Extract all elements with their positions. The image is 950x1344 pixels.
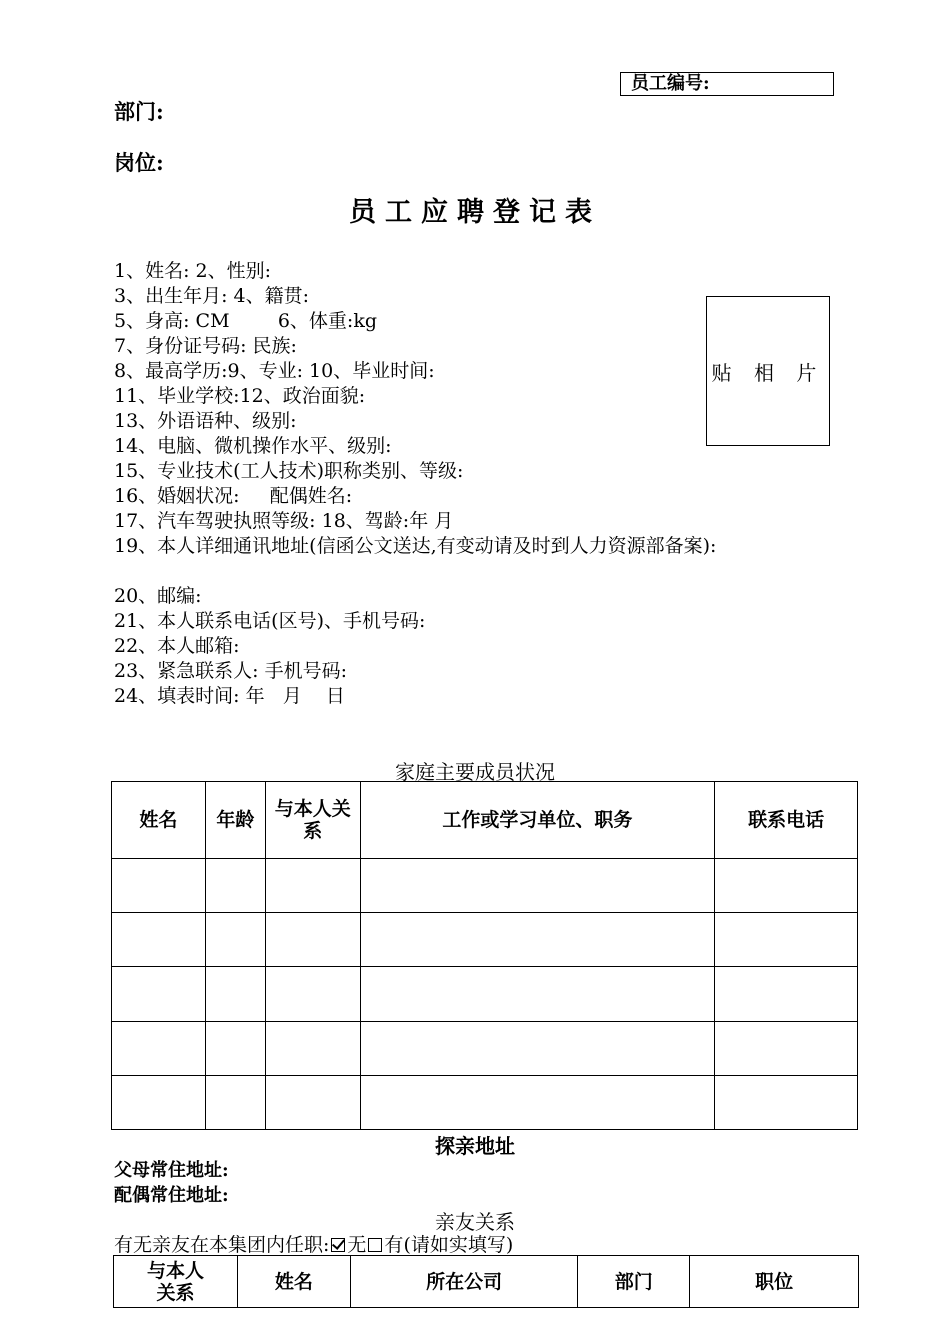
header-company: 所在公司 (350, 1256, 578, 1308)
relatives-section-title: 亲友关系 (435, 1210, 515, 1234)
table-cell[interactable] (265, 913, 360, 967)
field-line: 3、出生年月: 4、籍贯: (114, 285, 310, 307)
field-line: 5、身高: CM 6、体重:kg (114, 310, 378, 332)
table-cell[interactable] (112, 859, 206, 913)
employee-number-label: 员工编号: (631, 73, 710, 94)
photo-label: 贴 相 片 (711, 360, 825, 385)
table-row (112, 1022, 858, 1076)
table-row (112, 913, 858, 967)
field-line: 24、填表时间: 年 月 日 (114, 685, 345, 707)
field-line: 8、最高学历:9、专业: 10、毕业时间: (114, 360, 435, 382)
option-yes-label: 有 (384, 1234, 404, 1256)
table-cell[interactable] (265, 859, 360, 913)
field-line: 14、电脑、微机操作水平、级别: (114, 435, 392, 457)
relatives-question: 有无亲友在本集团内任职: (114, 1234, 330, 1256)
table-cell[interactable] (360, 1022, 714, 1076)
checkbox-yes[interactable] (368, 1238, 382, 1252)
table-cell[interactable] (205, 913, 265, 967)
field-line: 1、姓名: 2、性别: (114, 260, 272, 282)
header-phone: 联系电话 (715, 782, 858, 859)
option-no-label: 无 (347, 1234, 367, 1256)
field-line: 15、专业技术(工人技术)职称类别、等级: (114, 460, 464, 482)
table-header-row (114, 1256, 859, 1308)
table-cell[interactable] (112, 1022, 206, 1076)
field-line: 7、身份证号码: 民族: (114, 335, 297, 357)
table-cell[interactable] (205, 1022, 265, 1076)
table-cell[interactable] (715, 1076, 858, 1130)
table-cell[interactable] (265, 967, 360, 1022)
header-name: 姓名 (237, 1256, 350, 1308)
table-cell[interactable] (265, 1022, 360, 1076)
field-line: 22、本人邮箱: (114, 635, 240, 657)
parents-address-label: 父母常住地址: (114, 1160, 229, 1181)
field-line: 21、本人联系电话(区号)、手机号码: (114, 610, 426, 632)
relatives-question-line (114, 1230, 513, 1257)
table-cell[interactable] (360, 913, 714, 967)
table-cell[interactable] (112, 967, 206, 1022)
relatives-table (113, 1255, 859, 1308)
table-cell[interactable] (715, 913, 858, 967)
photo-box[interactable] (706, 296, 830, 446)
field-line: 11、毕业学校:12、政治面貌: (114, 385, 366, 407)
table-header-row (112, 782, 858, 859)
table-cell[interactable] (265, 1076, 360, 1130)
table-cell[interactable] (205, 1076, 265, 1130)
table-cell[interactable] (205, 967, 265, 1022)
table-row (112, 967, 858, 1022)
table-cell[interactable] (715, 859, 858, 913)
table-cell[interactable] (360, 1076, 714, 1130)
table-row (112, 859, 858, 913)
table-cell[interactable] (360, 859, 714, 913)
field-line: 17、汽车驾驶执照等级: 18、驾龄:年 月 (114, 510, 454, 532)
header-department: 部门 (578, 1256, 690, 1308)
table-cell[interactable] (715, 1022, 858, 1076)
table-row (112, 1076, 858, 1130)
header-relationship: 与本人关系 (265, 782, 360, 859)
header-workplace: 工作或学习单位、职务 (360, 782, 714, 859)
header-relationship: 与本人关系 (114, 1256, 238, 1308)
family-section-title: 家庭主要成员状况 (395, 760, 555, 784)
spouse-address-label: 配偶常住地址: (114, 1185, 229, 1206)
page-title: 员工应聘登记表 (349, 197, 601, 228)
department-label: 部门: (114, 99, 164, 124)
checkbox-no-checked[interactable] (331, 1238, 345, 1252)
family-table (111, 781, 858, 1130)
relatives-note: (请如实填写) (403, 1234, 514, 1256)
field-line: 23、紧急联系人: 手机号码: (114, 660, 348, 682)
field-line-address: 19、本人详细通讯地址(信函公文送达,有变动请及时到人力资源部备案): (114, 535, 717, 557)
field-line: 20、邮编: (114, 585, 202, 607)
table-cell[interactable] (205, 859, 265, 913)
table-cell[interactable] (112, 913, 206, 967)
table-cell[interactable] (715, 967, 858, 1022)
table-cell[interactable] (112, 1076, 206, 1130)
field-line: 16、婚姻状况: 配偶姓名: (114, 485, 353, 507)
position-label: 岗位: (114, 150, 164, 175)
field-line: 13、外语语种、级别: (114, 410, 297, 432)
header-age: 年龄 (205, 782, 265, 859)
visit-section-title: 探亲地址 (435, 1134, 515, 1158)
table-cell[interactable] (360, 967, 714, 1022)
header-name: 姓名 (112, 782, 206, 859)
header-position: 职位 (690, 1256, 859, 1308)
employee-number-field[interactable] (620, 72, 834, 96)
